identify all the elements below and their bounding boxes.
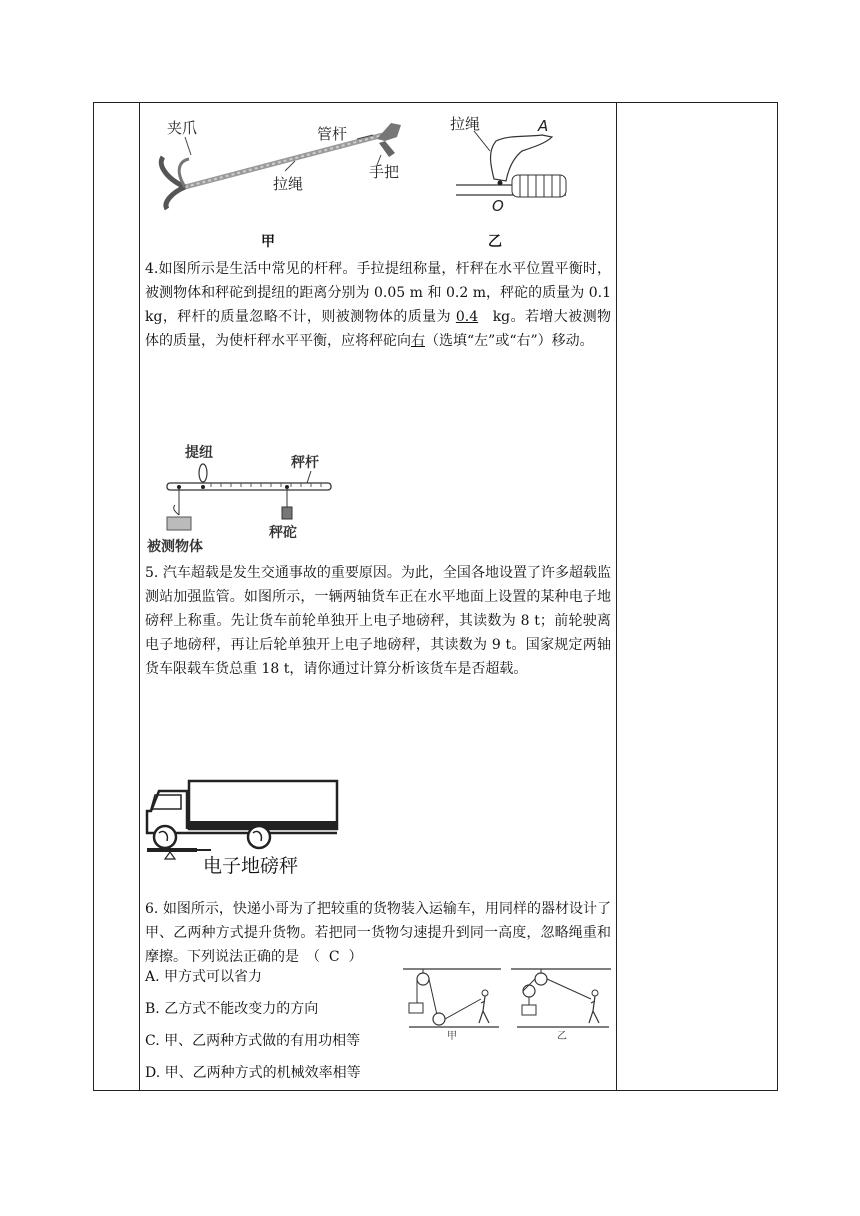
option-c: C. 甲、乙两种方式做的有用功相等	[145, 1033, 361, 1049]
caption-pulley-jia: 甲	[447, 1031, 457, 1042]
figure-pulley-yi	[511, 967, 615, 1043]
label-rope-yi: 拉绳	[450, 115, 481, 133]
q6-text-1: 6. 如图所示，快递小哥为了把较重的货物装入运输车，用同样的器材设计了甲、乙两种方式提升货物。若把同一货物匀速提升到同一高度，忽略绳重和摩擦。下列说法正确的是 （	[145, 901, 611, 965]
q6-answer: C	[328, 949, 340, 965]
figure-handle-yi	[446, 107, 616, 215]
question-5	[145, 561, 611, 681]
q5-text: 5. 汽车超载是发生交通事故的重要原因。为此，全国各地设置了许多超载监测站加强监管。如图所示，一辆两轴货车正在水平地面上设置的某种电子地磅秤上称重。先让货车前轮单独开上电子地磅秤，其读数为 8 t；前轮驶离电子地磅秤，再让后轮单独开上电子地磅秤，其读数为 9 t。国家规定两轴货车限载车货总重 18 t，请你通过计算分析该货车是否超载。	[145, 565, 611, 677]
caption-pulley-yi: 乙	[557, 1031, 567, 1042]
figure-grabber-jia	[145, 109, 415, 219]
label-handle: 手把	[369, 163, 400, 181]
label-point-O: O	[492, 197, 504, 215]
caption-yi: 乙	[488, 234, 502, 250]
figure-truck-scale	[141, 771, 341, 883]
option-a: A. 甲方式可以省力	[145, 969, 263, 985]
label-object: 被测物体	[147, 539, 203, 555]
q4-answer-mass: 0.4	[455, 309, 479, 325]
q4-text-1: 4.如图所示是生活中常见的杆秤。手拉提纽称量，杆秤在水平位置平衡时，被测物体和秤砣到提纽的距离分别为 0.05 m 和 0.2 m，秤砣的质量为 0.1 kg，秤杆的质量忽略不计，则被测物体的质量为	[145, 261, 611, 325]
question-6	[145, 897, 611, 969]
q4-text-3: （选填“左”或“右”）移动。	[425, 333, 594, 349]
option-b: B. 乙方式不能改变力的方向	[145, 1001, 319, 1017]
question-4	[145, 257, 611, 353]
label-weight: 秤砣	[269, 525, 297, 541]
label-rope: 拉绳	[273, 175, 304, 193]
q4-answer-direction: 右	[411, 333, 425, 349]
label-knob: 提纽	[185, 445, 213, 461]
figure-pulley-jia	[403, 967, 503, 1043]
column-divider-left	[139, 103, 140, 1090]
q6-text-2: ）	[348, 949, 363, 965]
label-scale: 电子地磅秤	[203, 855, 299, 877]
label-point-A: A	[538, 117, 549, 135]
label-tube: 管杆	[317, 125, 348, 143]
worksheet-table	[93, 102, 778, 1091]
q4-text-2: kg。若增大被测物体的质量，为使杆秤水平平衡，应将秤砣向	[145, 309, 611, 349]
label-rod: 秤杆	[291, 455, 319, 471]
figure-steelyard	[141, 437, 341, 557]
content-column	[141, 103, 617, 1090]
option-d: D. 甲、乙两种方式的机械效率相等	[145, 1065, 361, 1081]
caption-jia: 甲	[261, 234, 275, 250]
label-clamp: 夹爪	[167, 119, 198, 137]
